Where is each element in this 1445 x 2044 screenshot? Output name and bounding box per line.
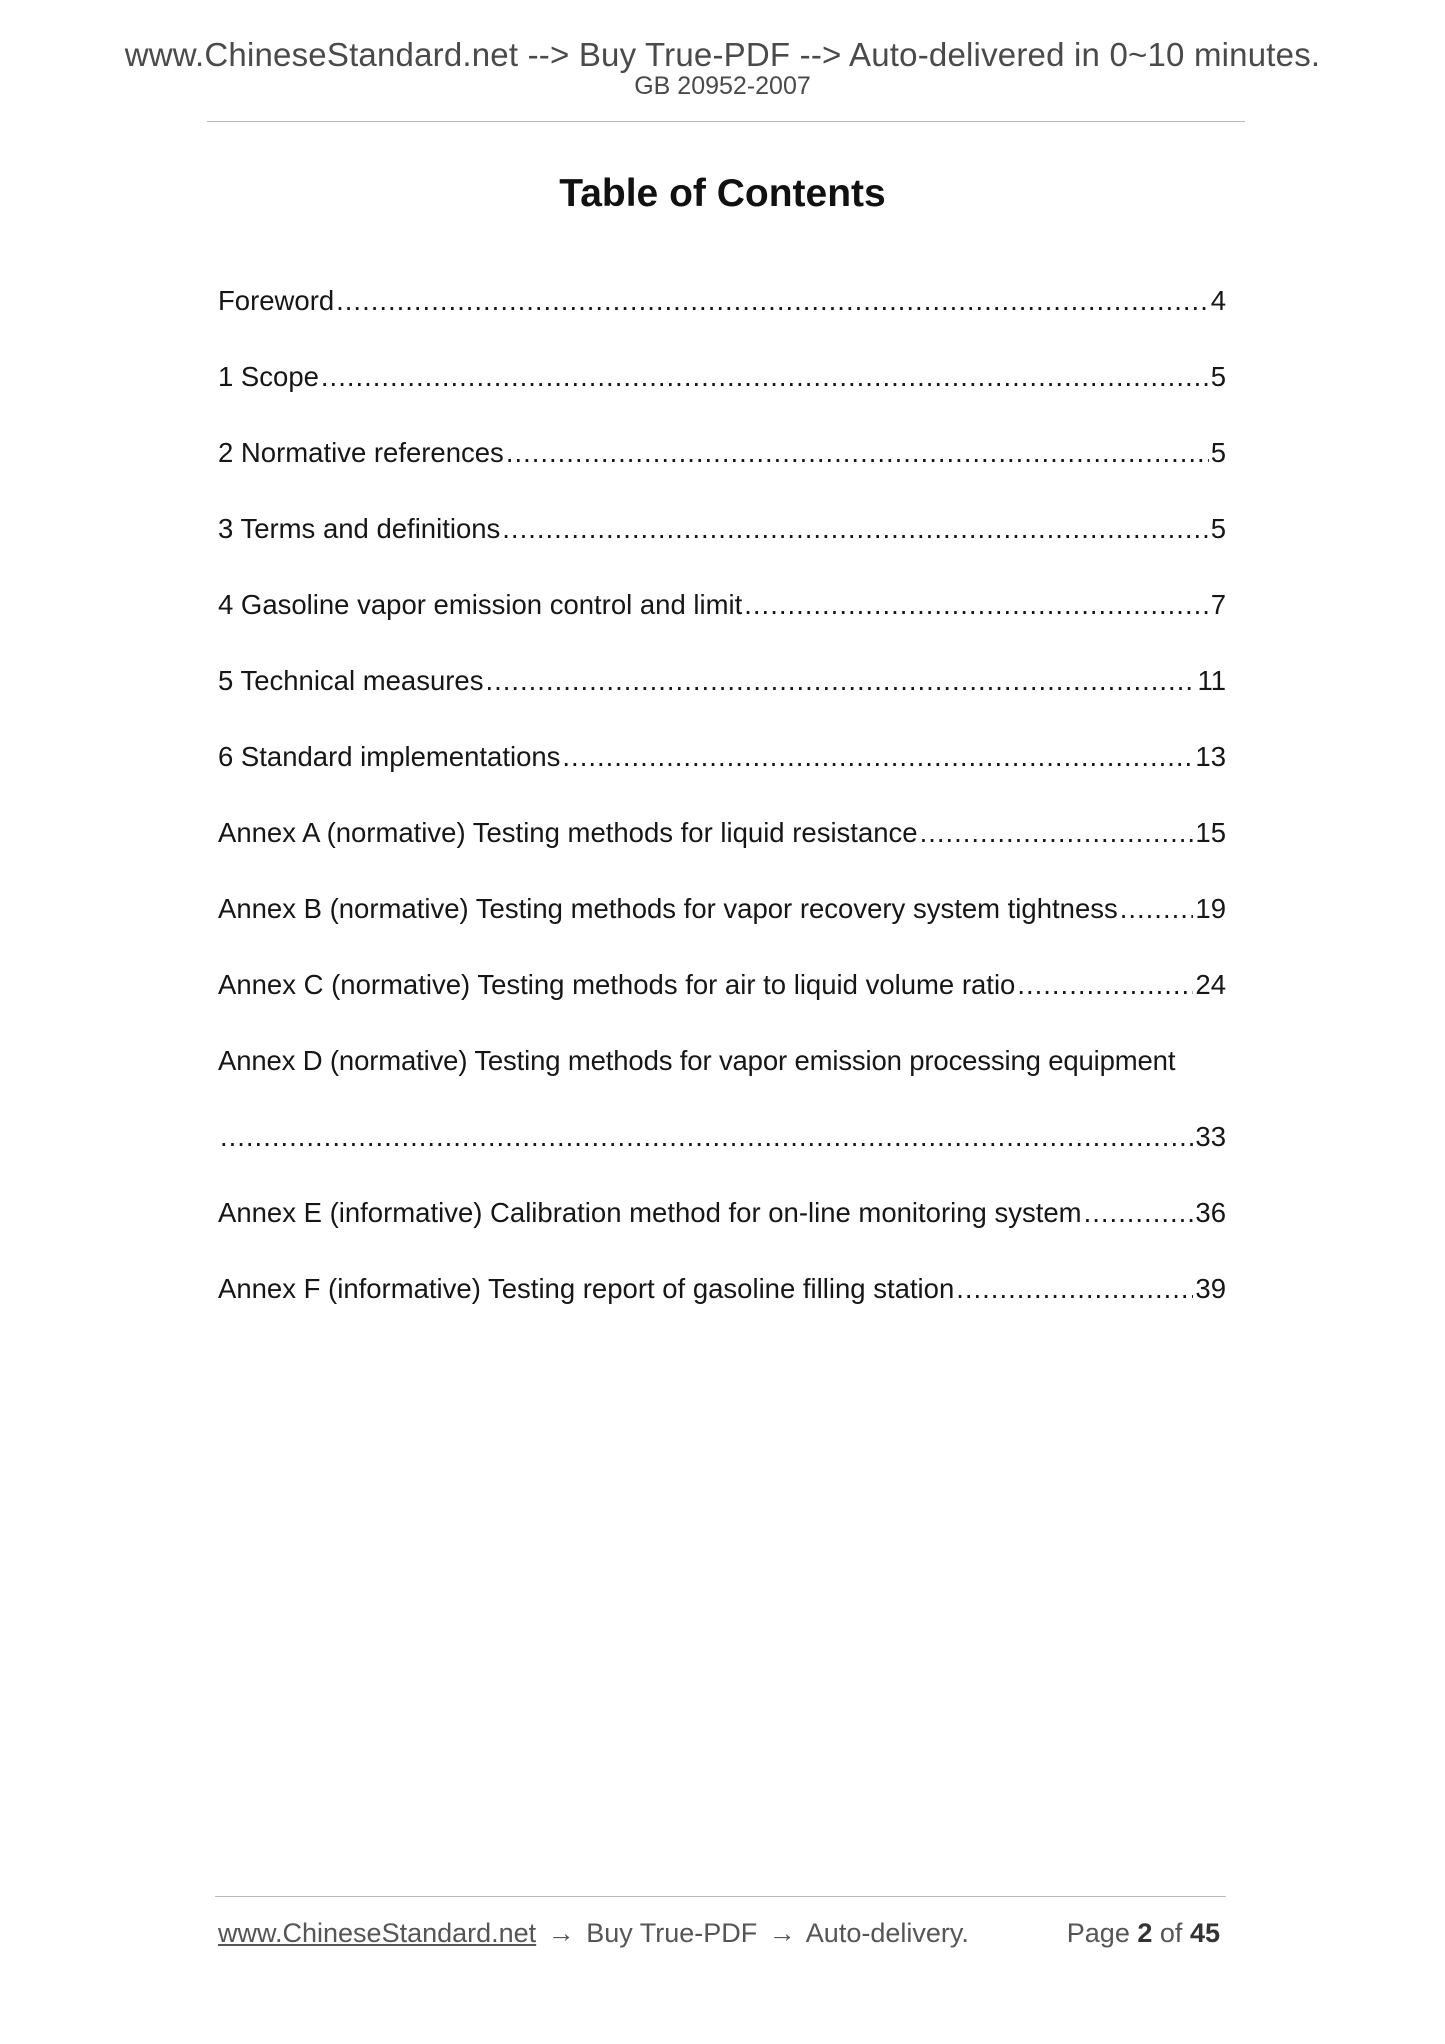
page-indicator: [1067, 1918, 1220, 1949]
toc-leader-dots: [744, 589, 1208, 621]
toc-leader-dots: [506, 437, 1209, 469]
toc-entry-page: 7: [1210, 589, 1226, 620]
toc-entry-label: 3 Terms and definitions: [218, 513, 501, 544]
toc-entry-label: Annex E (informative) Calibration method for on-line monitoring system: [218, 1197, 1082, 1228]
toc-entry-page: 36: [1195, 1197, 1226, 1228]
toc-entry-label: Annex A (normative) Testing methods for liquid resistance: [218, 817, 918, 848]
footer-delivery-text: Auto-delivery.: [805, 1918, 969, 1948]
toc-entry-page: 11: [1197, 665, 1226, 696]
footer-divider: [215, 1896, 1226, 1897]
toc-leader-dots: [920, 817, 1194, 849]
total-page-count: 45: [1189, 1918, 1220, 1948]
toc-entry-page: 33: [1195, 1121, 1226, 1152]
toc-entry-annex-a[interactable]: [218, 817, 1226, 893]
toc-leader-dots: [220, 1121, 1193, 1153]
current-page-number: 2: [1137, 1918, 1153, 1948]
toc-entry-annex-f[interactable]: [218, 1273, 1226, 1349]
toc-leader-dots: [1017, 969, 1193, 1001]
page-title: Table of Contents: [559, 172, 886, 215]
right-arrow-icon: →: [547, 1918, 575, 1948]
toc-leader-dots: [502, 513, 1208, 545]
page-of-word: of: [1159, 1918, 1183, 1948]
toc-entry-label: Annex C (normative) Testing methods for air to liquid volume ratio: [218, 969, 1016, 1000]
toc-entry-annex-d-title[interactable]: [218, 1045, 1226, 1121]
footer-buy-text: Buy True-PDF: [586, 1918, 758, 1948]
toc-entry-annex-c[interactable]: [218, 969, 1226, 1045]
header-divider: [207, 121, 1245, 122]
toc-entry-scope[interactable]: [218, 361, 1226, 437]
toc-entry-page: 13: [1195, 741, 1226, 772]
toc-leader-dots: [336, 285, 1209, 317]
toc-entry-technical-measures[interactable]: [218, 665, 1226, 741]
toc-entry-standard-implementations[interactable]: [218, 741, 1226, 817]
toc-entry-emission-control[interactable]: [218, 589, 1226, 665]
toc-entry-page: 24: [1195, 969, 1226, 1000]
toc-entry-label: 5 Technical measures: [218, 665, 484, 696]
toc-entry-label: 1 Scope: [218, 361, 319, 392]
toc-leader-dots: [485, 665, 1195, 697]
toc-leader-dots: [1120, 893, 1194, 925]
toc-entry-annex-b[interactable]: [218, 893, 1226, 969]
toc-entry-label: 2 Normative references: [218, 437, 504, 468]
toc-entry-label: Annex B (normative) Testing methods for vapor recovery system tightness: [218, 893, 1118, 924]
toc-leader-dots: [562, 741, 1193, 773]
toc-entry-page: 4: [1210, 285, 1226, 316]
document-code: GB 20952-2007: [634, 72, 811, 100]
toc-entry-page: 5: [1210, 361, 1226, 392]
toc-entry-page: 15: [1195, 817, 1226, 848]
toc-leader-dots: [321, 361, 1209, 393]
footer-site-link[interactable]: www.ChineseStandard.net: [218, 1918, 537, 1948]
toc-entry-label: Annex D (normative) Testing methods for vapor emission processing equipment: [218, 1045, 1176, 1076]
toc-entry-label: 6 Standard implementations: [218, 741, 561, 772]
right-arrow-icon: →: [768, 1918, 796, 1948]
toc-entry-page: 5: [1210, 513, 1226, 544]
toc-entry-label: Foreword: [218, 285, 335, 316]
toc-leader-dots: [956, 1273, 1193, 1305]
toc-entry-page: 5: [1210, 437, 1226, 468]
toc-entry-label: Annex F (informative) Testing report of gasoline filling station: [218, 1273, 955, 1304]
page-word: Page: [1066, 1918, 1130, 1948]
top-banner: www.ChineseStandard.net --> Buy True-PDF --> Auto-delivered in 0~10 minutes.: [124, 36, 1321, 73]
table-of-contents: [218, 285, 1226, 1349]
toc-entry-annex-e[interactable]: [218, 1197, 1226, 1273]
toc-entry-terms-definitions[interactable]: [218, 513, 1226, 589]
toc-entry-page: 19: [1195, 893, 1226, 924]
toc-entry-label: 4 Gasoline vapor emission control and limit: [218, 589, 743, 620]
toc-leader-dots: [1084, 1197, 1194, 1229]
toc-entry-annex-d-page[interactable]: [218, 1121, 1226, 1197]
toc-entry-foreword[interactable]: [218, 285, 1226, 361]
page-footer: [218, 1918, 1226, 1949]
toc-entry-page: 39: [1195, 1273, 1226, 1304]
toc-entry-normative-references[interactable]: [218, 437, 1226, 513]
